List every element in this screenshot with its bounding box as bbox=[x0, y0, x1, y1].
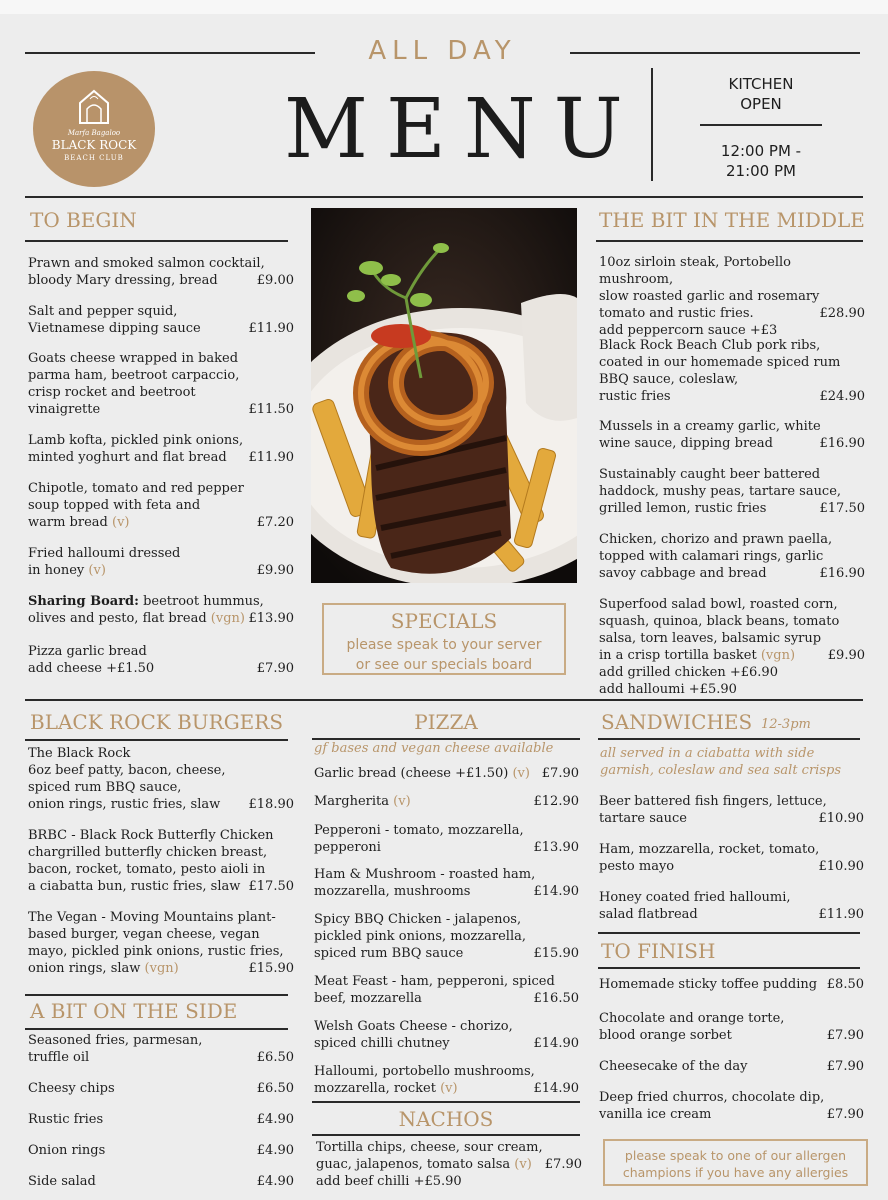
steak-image bbox=[311, 208, 577, 583]
menu-item-price: £12.90 bbox=[533, 794, 579, 809]
menu-item-price: £7.90 bbox=[541, 766, 579, 781]
menu-item bbox=[28, 1173, 294, 1190]
menu-item bbox=[314, 793, 579, 810]
menu-item-description: Margherita (v) bbox=[314, 794, 411, 809]
menu-item-description: Beer battered fish fingers, lettuce, tartare sauce bbox=[599, 794, 827, 826]
menu-item bbox=[28, 827, 294, 895]
section-title-middle: THE BIT IN THE MIDDLE bbox=[599, 208, 865, 232]
menu-item-description: Cheesy chips bbox=[28, 1081, 115, 1096]
menu-item bbox=[314, 866, 579, 900]
section-rule bbox=[598, 967, 860, 969]
menu-item-description: Rustic fries bbox=[28, 1112, 104, 1127]
menu-item bbox=[28, 432, 294, 466]
menu-item-price: £14.90 bbox=[533, 1081, 579, 1096]
dietary-tag: (v) bbox=[112, 515, 130, 530]
menu-item-description: Superfood salad bowl, roasted corn, squash, quinoa, black beans, tomato salsa, torn leaves, balsamic syrup in a crisp tortilla basket (vgn) bbox=[599, 597, 840, 663]
section-title-sandwiches: SANDWICHES bbox=[601, 710, 753, 734]
section-rule bbox=[312, 1101, 580, 1103]
menu-item bbox=[314, 765, 579, 782]
menu-item-description: The Vegan - Moving Mountains plant- based burger, vegan cheese, vegan mayo, pickled pink onions, rustic fries, onion rings, slaw (vgn) bbox=[28, 910, 284, 976]
menu-item-price: £13.90 bbox=[533, 840, 579, 855]
logo bbox=[33, 71, 155, 187]
menu-item bbox=[28, 1080, 294, 1097]
dietary-tag: (vgn) bbox=[210, 611, 245, 626]
menu-item bbox=[599, 254, 865, 339]
menu-item-description: The Black Rock 6oz beef patty, bacon, cheese, spiced rum BBQ sauce, onion rings, rustic fries, slaw bbox=[28, 746, 226, 812]
specials-text: please speak to your server or see our specials board bbox=[346, 637, 542, 673]
menu-item bbox=[28, 1111, 294, 1128]
menu-item-description: Halloumi, portobello mushrooms, mozzarella, rocket (v) bbox=[314, 1064, 535, 1096]
menu-item-description: Lamb kofta, pickled pink onions, minted yoghurt and flat bread bbox=[28, 433, 244, 465]
header-divider bbox=[651, 68, 653, 181]
menu-item-description: BRBC - Black Rock Butterfly Chicken chargrilled butterfly chicken breast, bacon, rocket, tomato, pesto aioli in a ciabatta bun, rustic fries, slaw bbox=[28, 828, 274, 894]
section-title-burgers: BLACK ROCK BURGERS bbox=[30, 710, 284, 734]
dietary-tag: (vgn) bbox=[760, 648, 796, 663]
menu-item bbox=[599, 466, 865, 517]
menu-item-price: £14.90 bbox=[533, 884, 579, 899]
menu-item-description: Side salad bbox=[28, 1174, 96, 1189]
menu-item-price: £9.90 bbox=[827, 648, 865, 663]
menu-item bbox=[599, 1058, 864, 1075]
menu-item-price: £7.90 bbox=[544, 1157, 582, 1172]
menu-item-description: Onion rings bbox=[28, 1143, 106, 1158]
menu-item-description: 10oz sirloin steak, Portobello mushroom, slow roasted garlic and rosemary tomato and rustic fries. bbox=[599, 255, 820, 321]
menu-item bbox=[314, 973, 579, 1007]
menu-item-price: £17.50 bbox=[248, 879, 294, 894]
section-title-pizza: PIZZA bbox=[414, 710, 478, 734]
menu-item-price: £11.50 bbox=[248, 402, 294, 417]
kitchen-open-label: KITCHEN OPEN bbox=[728, 75, 794, 113]
menu-item-description: Spicy BBQ Chicken - jalapenos, pickled pink onions, mozzarella, spiced rum BBQ sauce bbox=[314, 912, 527, 961]
all-day-label: ALL DAY bbox=[368, 36, 517, 66]
menu-item-price: £7.90 bbox=[256, 661, 294, 676]
menu-item-description: Meat Feast - ham, pepperoni, spiced beef, mozzarella bbox=[314, 974, 555, 1006]
section-rule bbox=[25, 739, 288, 741]
kitchen-rule bbox=[700, 124, 822, 126]
section-rule bbox=[598, 738, 860, 740]
menu-item-description: Ham & Mushroom - roasted ham, mozzarella, mushrooms bbox=[314, 867, 536, 899]
menu-item-price: £10.90 bbox=[818, 859, 864, 874]
menu-item-price: £8.50 bbox=[826, 977, 864, 992]
menu-item bbox=[599, 889, 864, 923]
menu-item-description: Honey coated fried halloumi, salad flatbread bbox=[599, 890, 791, 922]
menu-item-price: £7.90 bbox=[826, 1028, 864, 1043]
menu-item-description: Mussels in a creamy garlic, white wine sauce, dipping bread bbox=[599, 419, 821, 451]
menu-item-description: Ham, mozzarella, rocket, tomato, pesto mayo bbox=[599, 842, 820, 874]
menu-item-price: £4.90 bbox=[256, 1112, 294, 1127]
menu-item-description: Sustainably caught beer battered haddock, mushy peas, tartare sauce, grilled lemon, rustic fries bbox=[599, 467, 842, 516]
menu-item bbox=[28, 303, 294, 337]
menu-item-description: Sharing Board: beetroot hummus, olives and pesto, flat bread (vgn) bbox=[28, 594, 264, 626]
section-rule bbox=[25, 1028, 288, 1030]
menu-item-price: £16.90 bbox=[819, 436, 865, 451]
menu-item-price: £4.90 bbox=[256, 1174, 294, 1189]
opening-hours: 12:00 PM - 21:00 PM bbox=[720, 142, 802, 180]
house-icon bbox=[77, 89, 111, 125]
menu-item-description: Black Rock Beach Club pork ribs, coated in our homemade spiced rum BBQ sauce, coleslaw, rustic fries bbox=[599, 338, 841, 404]
mid-page-rule bbox=[25, 699, 863, 701]
menu-item-price: £11.90 bbox=[248, 450, 294, 465]
menu-item-price: £6.50 bbox=[256, 1081, 294, 1096]
menu-item-extra: add peppercorn sauce +£3 bbox=[599, 323, 778, 338]
menu-item-price: £15.90 bbox=[533, 946, 579, 961]
menu-item-description: Fried halloumi dressed in honey (v) bbox=[28, 546, 181, 578]
dietary-tag: (v) bbox=[88, 563, 106, 578]
header-rule-left bbox=[25, 52, 315, 54]
menu-item-price: £9.90 bbox=[256, 563, 294, 578]
menu-title: MENU bbox=[284, 82, 641, 177]
menu-item-extra: add beef chilli +£5.90 bbox=[316, 1174, 462, 1189]
logo-name: BLACK ROCK bbox=[51, 138, 137, 152]
section-rule bbox=[25, 994, 288, 996]
allergen-text: please speak to one of our allergen champions if you have any allergies bbox=[622, 1148, 849, 1180]
section-rule bbox=[25, 240, 288, 242]
menu-item-price: £11.90 bbox=[818, 907, 864, 922]
menu-item bbox=[314, 1018, 579, 1052]
menu-item-description: Cheesecake of the day bbox=[599, 1059, 748, 1074]
menu-item bbox=[28, 1142, 294, 1159]
section-rule bbox=[312, 1134, 580, 1136]
menu-item-price: £16.90 bbox=[819, 566, 865, 581]
menu-item-description: Pepperoni - tomato, mozzarella, pepperoni bbox=[314, 823, 524, 855]
menu-item-price: £9.00 bbox=[256, 273, 294, 288]
menu-item bbox=[314, 911, 579, 962]
dietary-tag: (v) bbox=[514, 1157, 532, 1172]
menu-item-description: Salt and pepper squid, Vietnamese dipping sauce bbox=[28, 304, 201, 336]
menu-item-price: £16.50 bbox=[533, 991, 579, 1006]
menu-item-description: Pizza garlic bread add cheese +£1.50 bbox=[28, 644, 155, 676]
steak-photo bbox=[311, 208, 577, 583]
menu-item bbox=[599, 418, 865, 452]
menu-item bbox=[599, 1089, 864, 1123]
specials-title: SPECIALS bbox=[390, 609, 498, 633]
menu-item bbox=[28, 745, 294, 813]
logo-script: Marfa Bagaloo bbox=[67, 129, 121, 137]
menu-item-price: £15.90 bbox=[248, 961, 294, 976]
menu-item bbox=[28, 545, 294, 579]
menu-item bbox=[28, 255, 294, 289]
section-rule bbox=[598, 932, 860, 934]
menu-item bbox=[599, 1010, 864, 1044]
menu-item-price: £13.90 bbox=[248, 611, 294, 626]
section-title-to-begin: TO BEGIN bbox=[30, 208, 137, 232]
section-title-side: A BIT ON THE SIDE bbox=[30, 999, 238, 1023]
menu-item-description: Chocolate and orange torte, blood orange sorbet bbox=[599, 1011, 785, 1043]
menu-item bbox=[599, 841, 864, 875]
menu-item-price: £10.90 bbox=[818, 811, 864, 826]
menu-item bbox=[28, 1032, 294, 1066]
dietary-tag: (v) bbox=[440, 1081, 458, 1096]
menu-item-description: Garlic bread (cheese +£1.50) (v) bbox=[314, 766, 530, 781]
menu-item-description: Homemade sticky toffee pudding bbox=[599, 977, 818, 992]
menu-item-extra: add grilled chicken +£6.90 add halloumi +£5.90 bbox=[599, 665, 778, 697]
menu-item-description: Chicken, chorizo and prawn paella, topped with calamari rings, garlic savoy cabbage and bread bbox=[599, 532, 833, 581]
menu-item-price: £7.90 bbox=[826, 1059, 864, 1074]
menu-item-price: £17.50 bbox=[819, 501, 865, 516]
menu-item-description: Prawn and smoked salmon cocktail, bloody Mary dressing, bread bbox=[28, 256, 265, 288]
dietary-tag: (vgn) bbox=[144, 961, 179, 976]
header-rule-right bbox=[570, 52, 860, 54]
menu-item-description: Goats cheese wrapped in baked parma ham, beetroot carpaccio, crisp rocket and beetroot vinaigrette bbox=[28, 351, 240, 417]
menu-item bbox=[28, 350, 294, 418]
menu-item-price: £7.90 bbox=[826, 1107, 864, 1122]
top-strip bbox=[0, 0, 888, 14]
section-title-finish: TO FINISH bbox=[601, 939, 716, 963]
menu-item-description: Deep fried churros, chocolate dip, vanilla ice cream bbox=[599, 1090, 825, 1122]
menu-item bbox=[316, 1139, 582, 1190]
menu-item bbox=[599, 976, 864, 993]
menu-item bbox=[314, 822, 579, 856]
sandwiches-note: all served in a ciabatta with side garnish, coleslaw and sea salt crisps bbox=[600, 746, 842, 778]
menu-item-description: Tortilla chips, cheese, sour cream, guac, jalapenos, tomato salsa (v) bbox=[316, 1140, 543, 1172]
dietary-tag: (v) bbox=[512, 766, 530, 781]
allergen-box bbox=[603, 1139, 868, 1186]
section-rule bbox=[596, 240, 863, 242]
menu-item bbox=[599, 596, 865, 698]
menu-item bbox=[28, 909, 294, 977]
menu-item-price: £24.90 bbox=[819, 389, 865, 404]
menu-item bbox=[28, 643, 294, 677]
header-bottom-rule bbox=[25, 196, 863, 198]
section-title-nachos: NACHOS bbox=[398, 1107, 494, 1131]
menu-item-description: Chipotle, tomato and red pepper soup topped with feta and warm bread (v) bbox=[28, 481, 244, 530]
menu-item-description: Seasoned fries, parmesan, truffle oil bbox=[28, 1033, 203, 1065]
specials-box bbox=[322, 603, 566, 675]
logo-subtitle: BEACH CLUB bbox=[64, 154, 124, 162]
menu-item-price: £6.50 bbox=[256, 1050, 294, 1065]
menu-item bbox=[28, 593, 294, 627]
menu-item bbox=[599, 793, 864, 827]
menu-item-price: £14.90 bbox=[533, 1036, 579, 1051]
dietary-tag: (v) bbox=[393, 794, 411, 809]
menu-item-price: £4.90 bbox=[256, 1143, 294, 1158]
menu-item-description: Welsh Goats Cheese - chorizo, spiced chilli chutney bbox=[314, 1019, 513, 1051]
menu-item bbox=[28, 480, 294, 531]
sandwiches-time: 12-3pm bbox=[761, 717, 811, 732]
pizza-note: gf bases and vegan cheese available bbox=[314, 741, 554, 756]
menu-item-bold-label: Sharing Board: bbox=[28, 594, 139, 609]
menu-item bbox=[314, 1063, 579, 1097]
menu-item-price: £7.20 bbox=[256, 515, 294, 530]
menu-item-price: £18.90 bbox=[248, 797, 294, 812]
menu-item bbox=[599, 337, 865, 405]
menu-item-price: £11.90 bbox=[248, 321, 294, 336]
menu-item-price: £28.90 bbox=[819, 306, 865, 321]
menu-item bbox=[599, 531, 865, 582]
